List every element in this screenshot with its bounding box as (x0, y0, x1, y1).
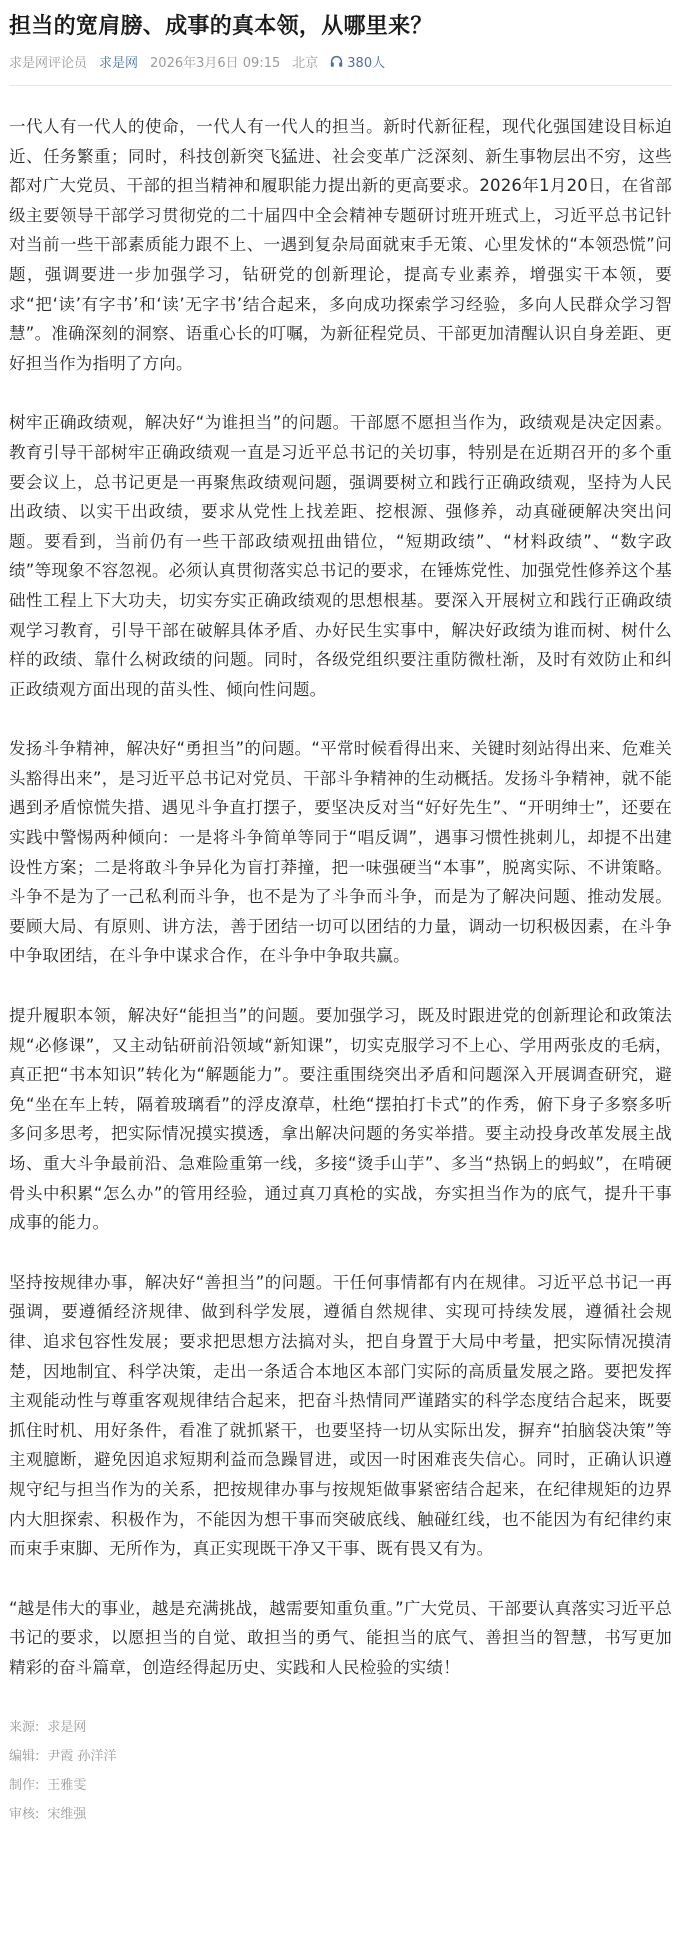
credit-editor-value: 尹霞 孙洋洋 (47, 1748, 117, 1764)
credit-reviewer (9, 1800, 672, 1829)
article-meta (9, 51, 672, 71)
headphones-icon (330, 55, 343, 68)
article-body (9, 112, 672, 1683)
credit-producer-label: 制作: (9, 1777, 40, 1793)
article-title: 担当的宽肩膀、成事的真本领，从哪里来？ (9, 14, 433, 39)
article-credits (9, 1713, 672, 1829)
credit-editor-label: 编辑: (9, 1748, 40, 1764)
source-label: 求是网评论员 (9, 55, 88, 71)
views-label: 380人 (347, 55, 386, 71)
credit-reviewer-label: 审核: (9, 1806, 40, 1822)
credit-editor (9, 1742, 672, 1771)
paragraph-1: 一代人有一代人的使命，一代人有一代人的担当。新时代新征程，现代化强国建设目标迫近、任务繁重；同时，科技创新突飞猛进、社会变革广泛深刻、新生事物层出不穷，这些都对广大党员、干部的担当精神和履职能力提出新的更高要求。2026年1月20日，在省部级主要领导干部学习贯彻党的二十届四中全会精神专题研讨班开班式上，习近平总书记针对当前一些干部素质能力跟不上、一遇到复杂局面就束手无策、心里发怵的“本领恐慌”问题，强调要进一步加强学习，钻研党的创新理论，提高专业素养，增强实干本领，要求“把‘读’有字书’和‘读’无字书’结合起来，多向成功探索学习经验，多向人民群众学习智慧”。准确深刻的洞察、语重心长的叮嘱，为新征程党员、干部更加清醒认识自身差距、更好担当作为指明了方向。 (9, 117, 672, 373)
header-divider (9, 85, 672, 86)
credit-reviewer-value: 宋维强 (47, 1806, 87, 1822)
publish-datetime: 2026年3月6日 09:15 (150, 55, 281, 71)
author-link[interactable]: 求是网 (99, 55, 139, 71)
views-count (330, 52, 397, 71)
credit-producer (9, 1771, 672, 1800)
credit-source-value: 求是网 (47, 1719, 87, 1735)
paragraph-4: 提升履职本领，解决好“能担当”的问题。要加强学习，既及时跟进党的创新理论和政策法规“必修课”，又主动钻研前沿领域“新知课”，切实克服学习不上心、学用两张皮的毛病，真正把“书本知识”转化为“解题能力”。要注重围绕突出矛盾和问题深入开展调查研究，避免“坐在车上转，隔着玻璃看”的浮皮潦草，杜绝“摆拍打卡式”的作秀，俯下身子多察多听多问多思考，把实际情况摸实摸透，拿出解决问题的务实举措。要主动投身改革发展主战场、重大斗争最前沿、急难险重第一线，多接“烫手山芋”、多当“热锅上的蚂蚁”，在啃硬骨头中积累“怎么办”的管用经验，通过真刀真枪的实战，夯实担当作为的底气，提升干事成事的能力。 (9, 1006, 672, 1233)
credit-source-label: 来源: (9, 1719, 40, 1735)
credit-source (9, 1713, 672, 1742)
credit-producer-value: 王雅雯 (47, 1777, 87, 1793)
paragraph-2: 树牢正确政绩观，解决好“为谁担当”的问题。干部愿不愿担当作为，政绩观是决定因素。教育引导干部树牢正确政绩观一直是习近平总书记的关切事，特别是在近期召开的多个重要会议上，总书记更是一再聚焦政绩观问题，强调要树立和践行正确政绩观，坚持为人民出政绩、以实干出政绩，要求从党性上找差距、挖根源、强修养，动真碰硬解决突出问题。要看到，当前仍有一些干部政绩观扭曲错位，“短期政绩”、“材料政绩”、“数字政绩”等现象不容忽视。必须认真贯彻落实总书记的要求，在锤炼党性、加强党性修养这个基础性工程上下大功夫，切实夯实正确政绩观的思想根基。要深入开展树立和践行正确政绩观学习教育，引导干部在破解具体矛盾、办好民生实事中，解决好政绩为谁而树、树什么样的政绩、靠什么树政绩的问题。同时，各级党组织要注重防微杜渐，及时有效防止和纠正政绩观方面出现的苗头性、倾向性问题。 (9, 413, 672, 699)
paragraph-3: 发扬斗争精神，解决好“勇担当”的问题。“平常时候看得出来、关键时刻站得出来、危难关头豁得出来”，是习近平总书记对党员、干部斗争精神的生动概括。发扬斗争精神，就不能遇到矛盾惊慌失措、遇见斗争直打摆子，要坚决反对当“好好先生”、“开明绅士”，还要在实践中警惕两种倾向：一是将斗争简单等同于“唱反调”，遇事习惯性挑刺儿，却提不出建设性方案；二是将敢斗争异化为盲打莽撞，把一味强硬当“本事”，脱离实际、不讲策略。斗争不是为了一己私利而斗争，也不是为了斗争而斗争，而是为了解决问题、推动发展。要顾大局、有原则、讲方法，善于团结一切可以团结的力量，调动一切积极因素，在斗争中争取团结，在斗争中谋求合作，在斗争中争取共赢。 (9, 739, 672, 966)
paragraph-5: 坚持按规律办事，解决好“善担当”的问题。干任何事情都有内在规律。习近平总书记一再强调，要遵循经济规律、做到科学发展，遵循自然规律、实现可持续发展，遵循社会规律、追求包容性发展；要求把思想方法搞对头，把自身置于大局中考量，把实际情况摸清楚，因地制宜、科学决策，走出一条适合本地区本部门实际的高质量发展之路。要把发挥主观能动性与尊重客观规律结合起来，把奋斗热情同严谨踏实的科学态度结合起来，既要抓住时机、用好条件，看准了就抓紧干，也要坚持一切从实际出发，摒弃“拍脑袋决策”等主观臆断，避免因追求短期利益而急躁冒进，或因一时困难丧失信心。同时，正确认识遵规守纪与担当作为的关系，把按规律办事与按规矩做事紧密结合起来，在纪律规矩的边界内大胆探索、积极作为，不能因为想干事而突破底线、触碰红线，也不能因为有纪律约束而束手束脚、无所作为，真正实现既干净又干事、既有畏又有为。 (9, 1272, 672, 1559)
location-label: 北京 (292, 55, 319, 71)
paragraph-6: “越是伟大的事业，越是充满挑战，越需要知重负重。”广大党员、干部要认真落实习近平总书记的要求，以愿担当的自觉、敢担当的勇气、能担当的底气、善担当的智慧，书写更加精彩的奋斗篇章，创造经得起历史、实践和人民检验的实绩！ (9, 1598, 672, 1677)
